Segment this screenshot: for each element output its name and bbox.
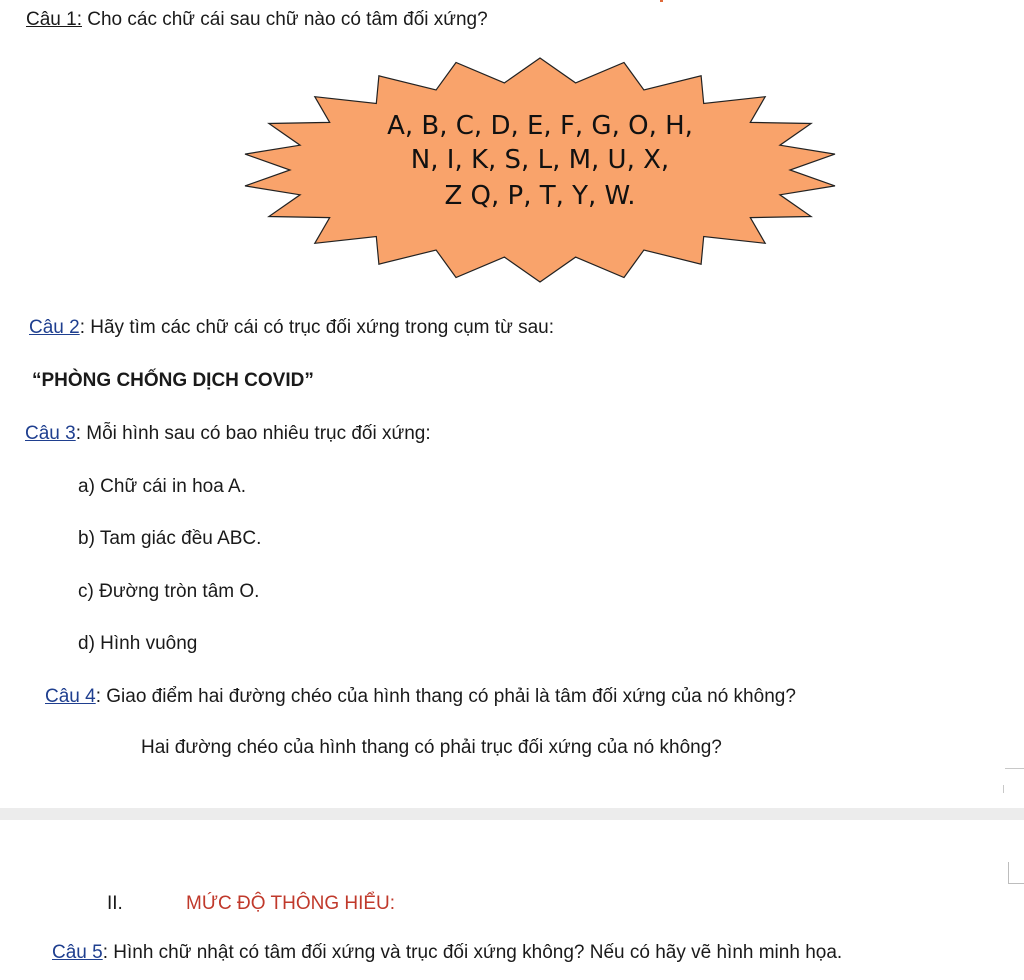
question-1-text: Cho các chữ cái sau chữ nào có tâm đối xứng? [81,9,488,30]
question-4-label: Câu 4 [45,686,96,707]
question-4-text-2: Hai đường chéo của hình thang có phải trục đối xứng của nó không? [141,737,722,758]
star-line-2: N, I, K, S, L, M, U, X, [410,145,670,175]
question-2-text: : Hãy tìm các chữ cái có trục đối xứng trong cụm từ sau: [79,317,554,338]
question-3 [25,423,431,445]
letters-starburst [240,55,840,285]
question-3-text: : Mỗi hình sau có bao nhiêu trục đối xứng: [75,423,431,444]
question-2-phrase: “PHÒNG CHỐNG DỊCH COVID” [32,370,314,391]
question-5-text: : Hình chữ nhật có tâm đối xứng và trục đối xứng không? Nếu có hãy vẽ hình minh họa. [102,942,843,963]
page-corner-mark [1005,768,1024,769]
question-5 [52,942,842,964]
page-corner-mark [1008,883,1024,884]
page-separator [0,808,1024,820]
top-mark [660,0,663,2]
star-line-3: Z Q, P, T, Y, W. [444,181,636,211]
question-3-item-a: a) Chữ cái in hoa A. [78,476,246,497]
page-corner-mark [1003,785,1004,793]
section-2-title: MỨC ĐỘ THÔNG HIỂU: [186,893,396,914]
question-3-item-d: d) Hình vuông [78,633,198,654]
question-3-item-b: b) Tam giác đều ABC. [78,528,262,549]
section-2-number: II. [107,893,123,914]
page-corner-mark [1008,862,1009,884]
question-4 [45,686,796,708]
question-5-label: Câu 5 [52,942,103,963]
question-4-text: : Giao điểm hai đường chéo của hình thang có phải là tâm đối xứng của nó không? [95,686,796,707]
question-2-label: Câu 2 [29,317,80,338]
question-1 [26,9,488,31]
star-line-1: A, B, C, D, E, F, G, O, H, [387,111,693,141]
question-3-label: Câu 3 [25,423,76,444]
question-2 [29,317,554,339]
question-1-label: Câu 1: [26,9,82,30]
question-3-item-c: c) Đường tròn tâm O. [78,581,260,602]
